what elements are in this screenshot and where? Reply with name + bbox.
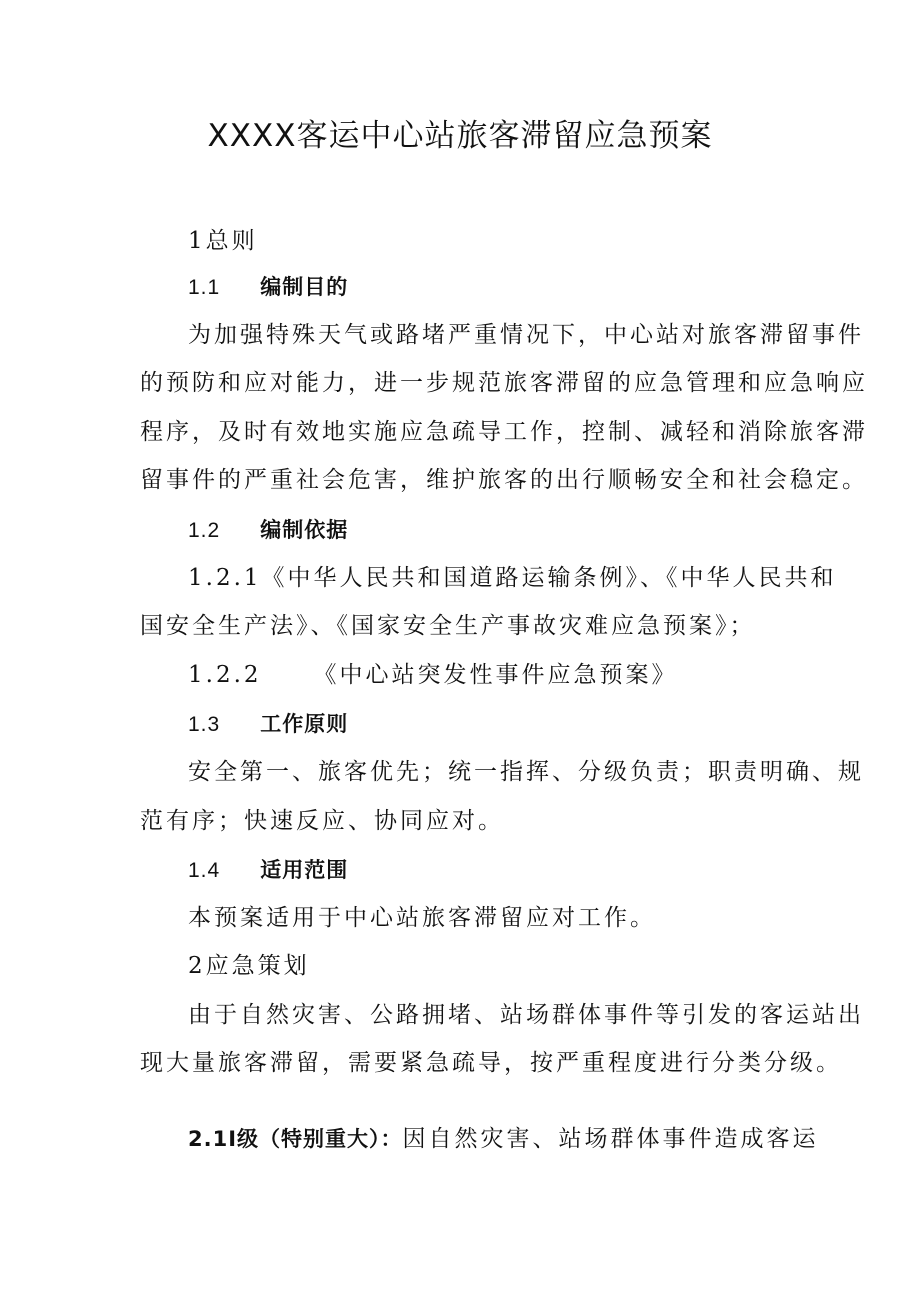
paragraph-line: 范有序；快速反应、协同应对。 — [140, 808, 504, 834]
section-1-2-heading — [188, 515, 348, 546]
section-number: 1.3 — [188, 713, 221, 736]
section-1-1-heading — [188, 272, 348, 303]
paragraph-line: 本预案适用于中心站旅客滞留应对工作。 — [188, 905, 656, 931]
paragraph-line: 为加强特殊天气或路堵严重情况下，中心站对旅客滞留事件 — [188, 322, 864, 348]
paragraph-line: 现大量旅客滞留，需要紧急疏导，按严重程度进行分类分级。 — [140, 1050, 842, 1076]
section-title: 适用范围 — [260, 858, 349, 882]
section-1-4-heading — [188, 855, 348, 886]
paragraph-line: 由于自然灾害、公路拥堵、站场群体事件等引发的客运站出 — [188, 1002, 864, 1028]
section-title: 编制依据 — [260, 518, 349, 542]
document-title: XXXX客运中心站旅客滞留应急预案 — [207, 118, 713, 154]
section-title: 工作原则 — [260, 712, 349, 736]
section-number: 1.2.2 — [188, 662, 262, 688]
section-text: 《中心站突发性事件应急预案》 — [313, 662, 678, 688]
section-2-1-label: 2.1Ⅰ级（特别重大）： — [188, 1127, 403, 1151]
section-number: 1.2 — [188, 519, 221, 542]
section-1-3-heading — [188, 709, 348, 740]
paragraph-line: 程序，及时有效地实施应急疏导工作，控制、减轻和消除旅客滞 — [140, 419, 868, 445]
section-1-2-2 — [188, 660, 678, 690]
section-text: 因自然灾害、站场群体事件造成客运 — [402, 1126, 819, 1152]
paragraph-line: 国安全生产法》、《国家安全生产事故灾难应急预案》； — [140, 613, 756, 639]
paragraph-line: 留事件的严重社会危害，维护旅客的出行顺畅安全和社会稳定。 — [140, 467, 868, 493]
paragraph-line: 的预防和应对能力，进一步规范旅客滞留的应急管理和应急响应 — [140, 370, 868, 396]
paragraph-line: 安全第一、旅客优先；统一指挥、分级负责；职责明确、规 — [188, 759, 864, 785]
section-number: 1.1 — [188, 276, 221, 299]
section-number: 1.4 — [188, 859, 221, 882]
section-1-heading: 1总则 — [188, 228, 258, 254]
section-2-heading: 2应急策划 — [188, 953, 310, 979]
section-2-1 — [188, 1124, 819, 1154]
paragraph-line: 1.2.1《中华人民共和国道路运输条例》、《中华人民共和 — [188, 565, 837, 591]
section-title: 编制目的 — [260, 275, 349, 299]
